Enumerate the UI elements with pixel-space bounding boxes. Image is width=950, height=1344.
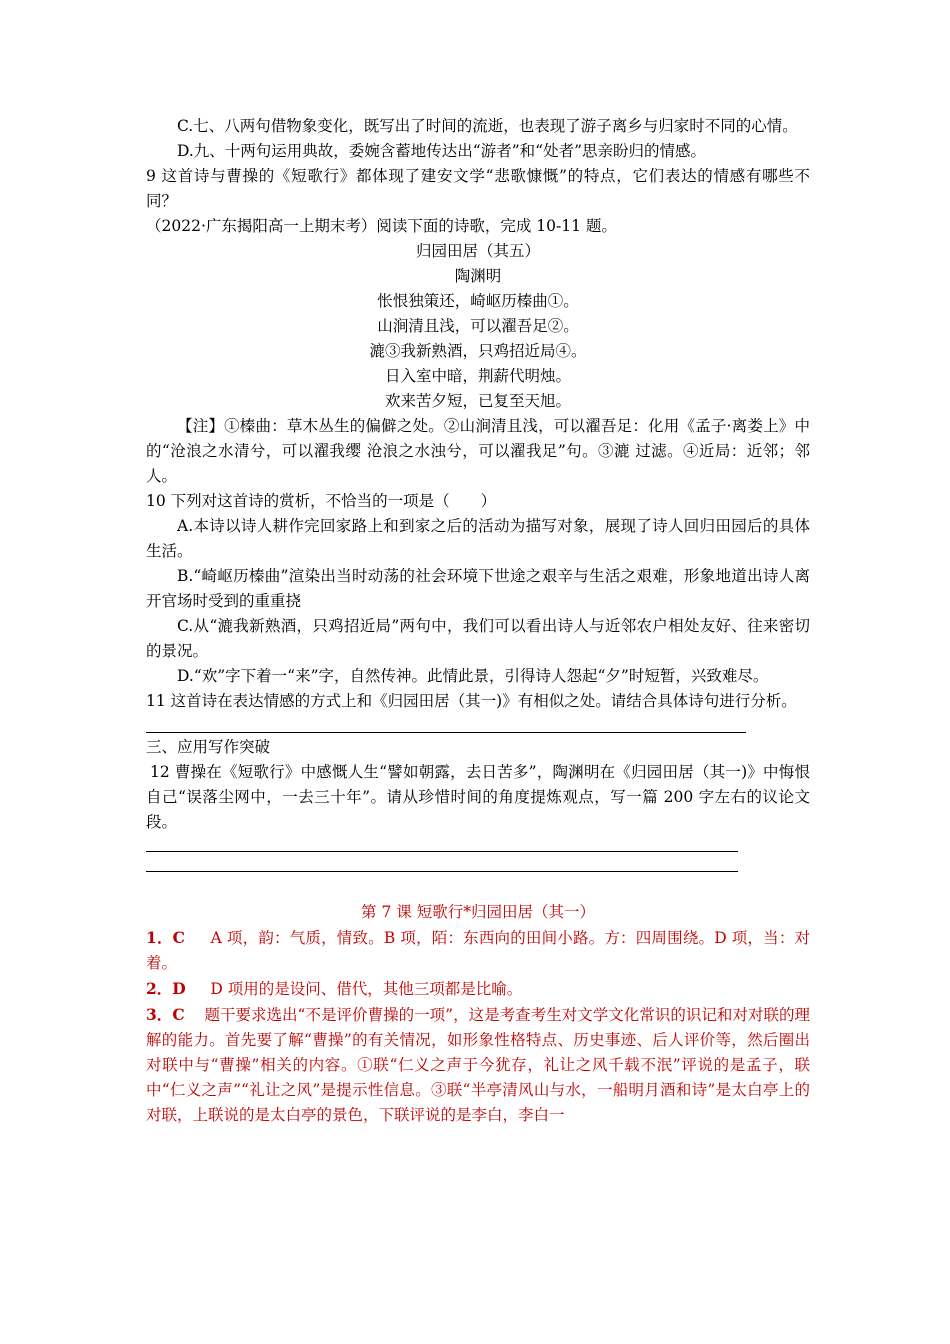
answer-2 (146, 976, 810, 1002)
poem-line: 漉③我新熟酒，只鸡招近局④。 (369, 342, 587, 360)
answer-3-text: 题干要求选出“不是评价曹操的一项”，这是考查考生对文学文化常识的识记和对对联的理解的能力。首先要了解“曹操”的有关情况，如形象性格特点、历史事迹、后人评价等，然后圈出对联中与“曹操”相关的内容。①联“仁义之声于今犹存，礼让之风千载不泯”评说的是孟子，联中“仁义之声”“礼让之风”是提示性信息。③联“半亭清风山与水，一船明月酒和诗”是太白亭上的对联，上联说的是太白亭的景色，下联评说的是李白，李白一 (146, 1006, 810, 1124)
answer-line (146, 732, 746, 733)
poem (146, 239, 810, 414)
poem-line: 山涧清且浅，可以濯吾足②。 (377, 317, 579, 335)
answer-2-text: D 项用的是设问、借代，其他三项都是比喻。 (210, 980, 523, 998)
q10-option-c: C.从“漉我新熟酒，只鸡招近局”两句中，我们可以看出诗人与近邻农户相处友好、往来密切的景况。 (146, 617, 810, 660)
q10-option-b: B.“崎岖历榛曲”渲染出当时动荡的社会环境下世途之艰辛与生活之艰难，形象地道出诗人离开官场时受到的重重挠 (146, 567, 810, 610)
poem-title: 归园田居（其五） (415, 242, 540, 260)
q8-option-c: C.七、八两句借物象变化，既写出了时间的流逝，也表现了游子离乡与归家时不同的心情。 (177, 117, 798, 135)
question-9: 9 这首诗与曹操的《短歌行》都体现了建安文学“悲歌慷慨”的特点，它们表达的情感有哪些不同？ (146, 167, 810, 210)
section-3-title: 三、应用写作突破 (146, 738, 271, 756)
question-12: 12 曹操在《短歌行》中感慨人生“譬如朝露，去日苦多”，陶渊明在《归园田居（其一)》中悔恨自己“误落尘网中，一去三十年”。请从珍惜时间的角度提炼观点，写一篇 200 字左右的议论文段。 (146, 763, 810, 831)
q10-option-a: A.本诗以诗人耕作完回家路上和到家之后的活动为描写对象，展现了诗人回归田园后的具体生活。 (146, 517, 810, 560)
q10-option-d: D.“欢”字下着一“来”字，自然传神。此情此景，引得诗人怨起“夕”时短暂，兴致难尽。 (177, 667, 769, 685)
poem-line: 怅恨独策还，崎岖历榛曲①。 (377, 292, 579, 310)
poem-line: 欢来苦夕短，已复至天旭。 (384, 392, 571, 410)
q8-option-d: D.九、十两句运用典故，委婉含蓄地传达出“游者”和“处者”思亲盼归的情感。 (177, 142, 707, 160)
answer-line (146, 851, 738, 852)
section-intro: （2022·广东揭阳高一上期末考）阅读下面的诗歌，完成 10-11 题。 (146, 217, 617, 235)
answer-1-text: A 项，韵：气质，情致。B 项，陌：东西向的田间小路。方：四周围绕。D 项，当：对着。 (146, 929, 811, 972)
answers-title: 第 7 课 短歌行*归园田居（其一） (361, 903, 595, 921)
answer-3-number: 3．C (146, 1005, 185, 1024)
poem-line: 日入室中暗，荆薪代明烛。 (384, 367, 571, 385)
answer-3 (146, 1002, 810, 1128)
poem-note: 【注】①榛曲：草木丛生的偏僻之处。②山涧清且浅，可以濯吾足：化用《孟子·离娄上》中的“沧浪之水清兮，可以濯我缨 沧浪之水浊兮，可以濯我足”句。③漉 过滤。④近局：近邻；邻人。 (146, 417, 810, 485)
answer-1-number: 1．C (146, 928, 186, 947)
answer-1 (146, 925, 810, 976)
answer-2-number: 2．D (146, 979, 186, 998)
document-content (146, 114, 810, 1128)
question-11: 11 这首诗在表达情感的方式上和《归园田居（其一)》有相似之处。请结合具体诗句进行分析。 (146, 692, 797, 710)
question-10-stem: 10 下列对这首诗的赏析，不恰当的一项是（ ） (146, 492, 497, 510)
poem-author: 陶渊明 (454, 267, 502, 285)
